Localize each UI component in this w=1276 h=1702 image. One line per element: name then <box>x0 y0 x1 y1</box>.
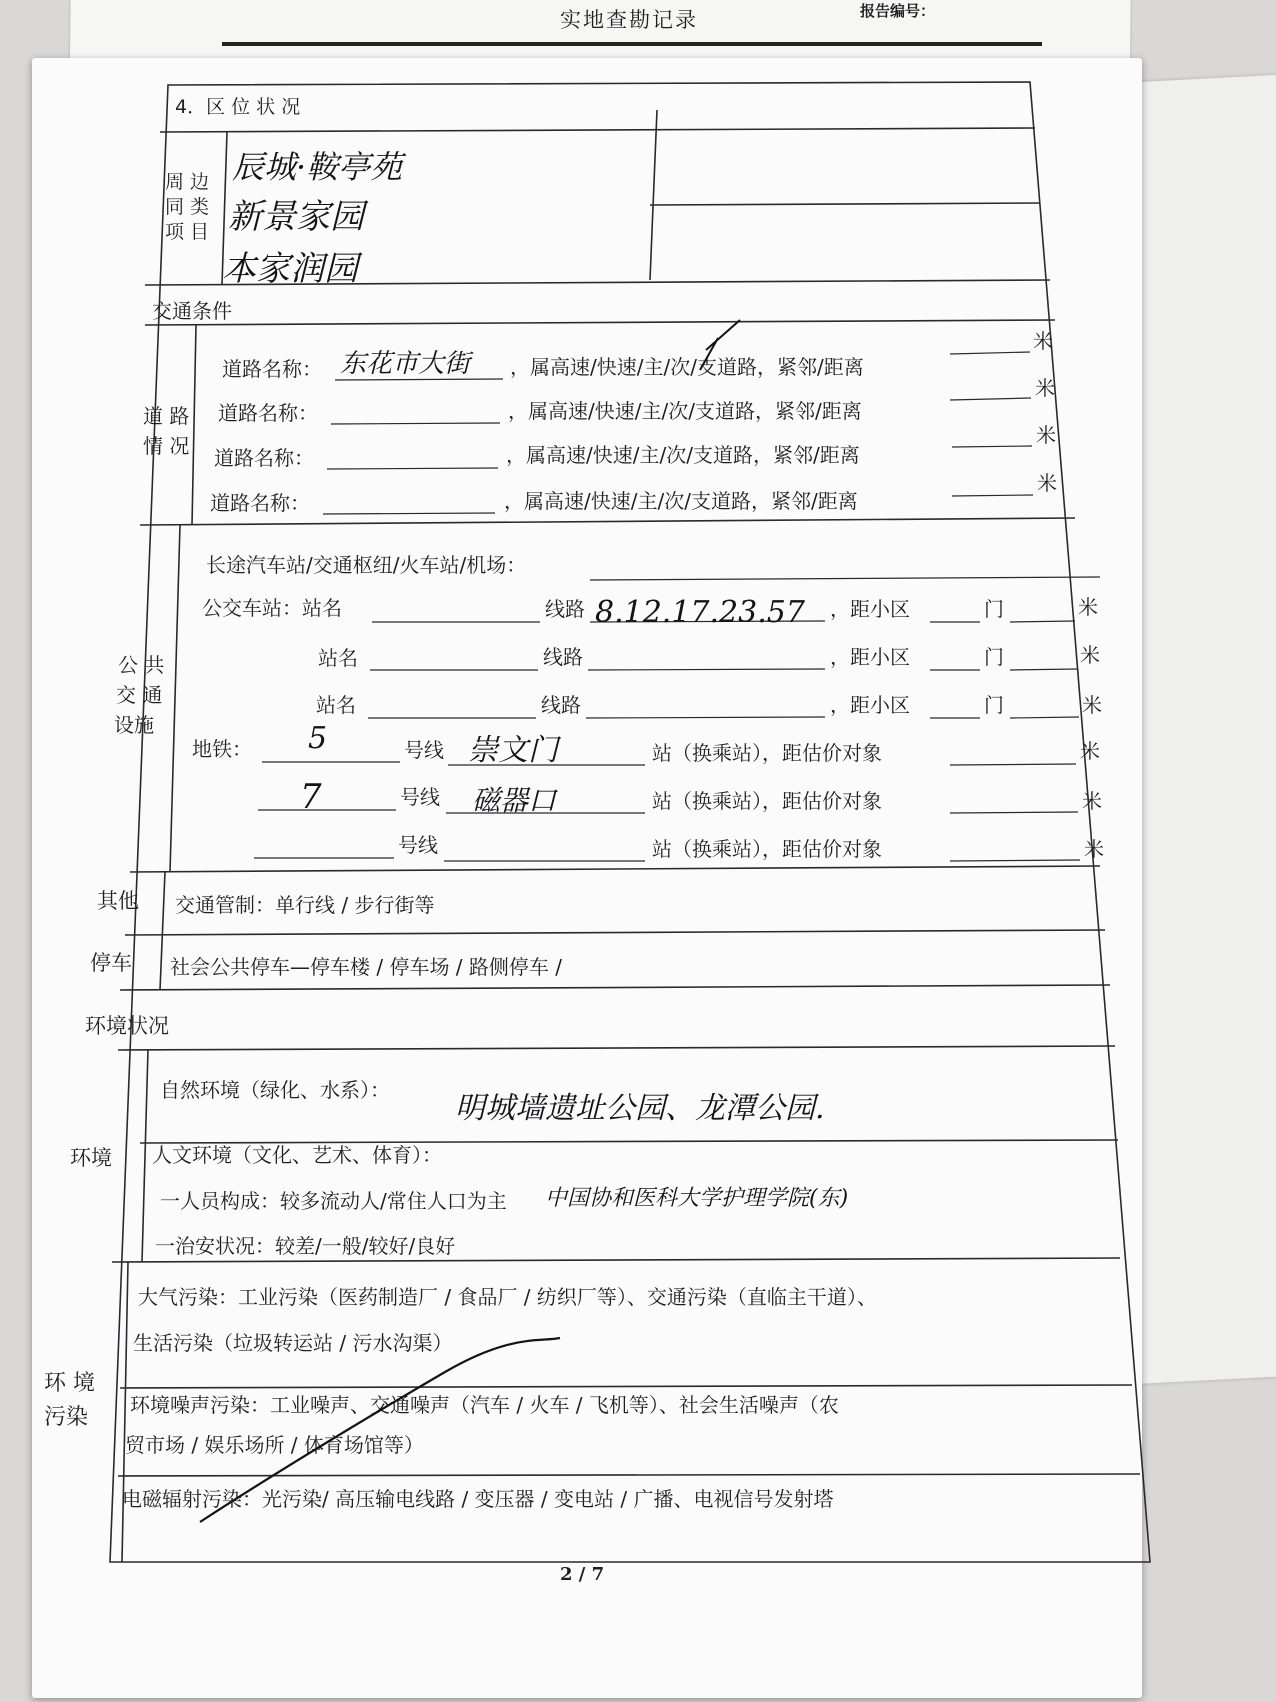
meter-unit: 米 <box>1080 739 1100 763</box>
section-4-title: 4．区 位 状 况 <box>175 96 301 118</box>
bus-line-label: 线路 <box>543 645 583 669</box>
nearby-label-1: 周 边 <box>165 171 210 193</box>
stop-name-label: 站名 <box>318 646 358 670</box>
road-type-options: ，属高速/快速/主/次/支道路，紧邻/距离 <box>510 355 864 379</box>
parking-options-text: 社会公共停车—停车楼 / 停车场 / 路侧停车 / <box>170 955 563 979</box>
report-number-label: 报告编号： <box>860 2 936 20</box>
people-composition: 一人员构成：较多流动人/常住人口为主 <box>160 1189 507 1213</box>
noise-pollution-line-2: 贸市场 / 娱乐场所 / 体育场馆等） <box>125 1433 424 1457</box>
distance-label: ，距小区 <box>830 597 910 621</box>
station-text: 站（换乘站），距估价对象 <box>652 837 882 861</box>
subway-station-value-2: 磁器口 <box>472 784 557 817</box>
environment-label: 环境 <box>70 1146 112 1170</box>
page-header-title: 实地查勘记录 <box>560 8 698 32</box>
station-text: 站（换乘站），距估价对象 <box>652 789 882 813</box>
road-type-options: ，属高速/快速/主/次/支道路，紧邻/距离 <box>508 399 862 423</box>
other-label: 其他 <box>97 889 139 913</box>
transit-label-3: 设施 <box>114 713 154 737</box>
road-type-options: ，属高速/快速/主/次/支道路，紧邻/距离 <box>506 443 860 467</box>
noise-pollution-line-1: 环境噪声污染：工业噪声、交通噪声（汽车 / 火车 / 飞机等）、社会生活噪声（农 <box>130 1393 839 1417</box>
bus-stop-label: 公交车站：站名 <box>202 596 342 620</box>
subway-line-value-2: 7 <box>300 777 322 817</box>
road-name-label: 道路名称： <box>222 357 322 381</box>
station-text: 站（换乘站），距估价对象 <box>652 741 882 765</box>
distance-label: ，距小区 <box>830 645 910 669</box>
traffic-title: 交通条件 <box>152 299 232 323</box>
meter-unit: 米 <box>1078 595 1098 619</box>
natural-env-value: 明城墙遗址公园、龙潭公园. <box>455 1091 825 1126</box>
nearby-label-3: 项 目 <box>165 221 210 243</box>
traffic-control-text: 交通管制：单行线 / 步行街等 <box>175 893 435 917</box>
transit-label-2: 交 通 <box>116 683 163 707</box>
meter-unit: 米 <box>1037 471 1057 495</box>
hub-label: 长途汽车站/交通枢纽/火车站/机场： <box>206 553 527 577</box>
meter-unit: 米 <box>1084 837 1104 861</box>
stop-name-label: 站名 <box>316 693 356 717</box>
cultural-env-label: 人文环境（文化、艺术、体育）： <box>152 1143 442 1167</box>
pollution-label-2: 污染 <box>44 1405 89 1430</box>
gate-label: 门 <box>984 693 1004 717</box>
air-pollution-line-1: 大气污染：工业污染（医药制造厂 / 食品厂 / 纺织厂等）、交通污染（直临主干道）、 <box>138 1285 877 1309</box>
bus-line-label: 线路 <box>545 597 585 621</box>
subway-station-value-1: 崇文门 <box>468 733 558 768</box>
road-name-label: 道路名称： <box>218 401 318 425</box>
meter-unit: 米 <box>1036 423 1056 447</box>
road-name-value-1: 东花市大街 <box>340 349 471 379</box>
nearby-project-2: 新景家园 <box>228 197 364 237</box>
em-pollution-text: 电磁辐射污染：光污染/ 高压输电线路 / 变压器 / 变电站 / 广播、电视信号发射塔 <box>122 1487 834 1511</box>
meter-unit: 米 <box>1080 643 1100 667</box>
subway-line-label: 号线 <box>398 833 438 857</box>
bus-line-label: 线路 <box>541 693 581 717</box>
security-status: 一治安状况：较差/一般/较好/良好 <box>155 1234 456 1258</box>
meter-unit: 米 <box>1082 693 1102 717</box>
distance-label: ，距小区 <box>830 693 910 717</box>
road-label-2: 情 况 <box>143 434 190 458</box>
pollution-label-1: 环 境 <box>44 1371 95 1396</box>
bus-lines-value: 8.12.17.23.57 <box>595 595 805 630</box>
subway-label: 地铁： <box>192 737 252 761</box>
gate-label: 门 <box>984 597 1004 621</box>
meter-unit: 米 <box>1033 329 1053 353</box>
subway-line-label: 号线 <box>404 738 444 762</box>
nearby-project-3: 本家润园 <box>222 249 358 289</box>
meter-unit: 米 <box>1082 789 1102 813</box>
road-label-1: 道 路 <box>143 404 190 428</box>
nearby-label-2: 同 类 <box>165 196 210 218</box>
environment-title: 环境状况 <box>85 1014 169 1038</box>
nearby-project-1: 辰城·鞍亭苑 <box>232 148 403 186</box>
air-pollution-line-2: 生活污染（垃圾转运站 / 污水沟渠） <box>133 1331 453 1355</box>
gate-label: 门 <box>984 645 1004 669</box>
cultural-env-value: 中国协和医科大学护理学院(东) <box>545 1186 849 1211</box>
meter-unit: 米 <box>1035 376 1055 400</box>
road-type-options: ，属高速/快速/主/次/支道路，紧邻/距离 <box>504 489 858 513</box>
page-number: 2 / 7 <box>560 1564 605 1585</box>
transit-label-1: 公 共 <box>118 653 165 677</box>
parking-label: 停车 <box>90 951 132 975</box>
subway-line-value-1: 5 <box>308 721 328 756</box>
natural-env-label: 自然环境（绿化、水系）： <box>160 1078 390 1102</box>
road-name-label: 道路名称： <box>214 446 314 470</box>
subway-line-label: 号线 <box>400 785 440 809</box>
road-name-label: 道路名称： <box>210 491 310 515</box>
